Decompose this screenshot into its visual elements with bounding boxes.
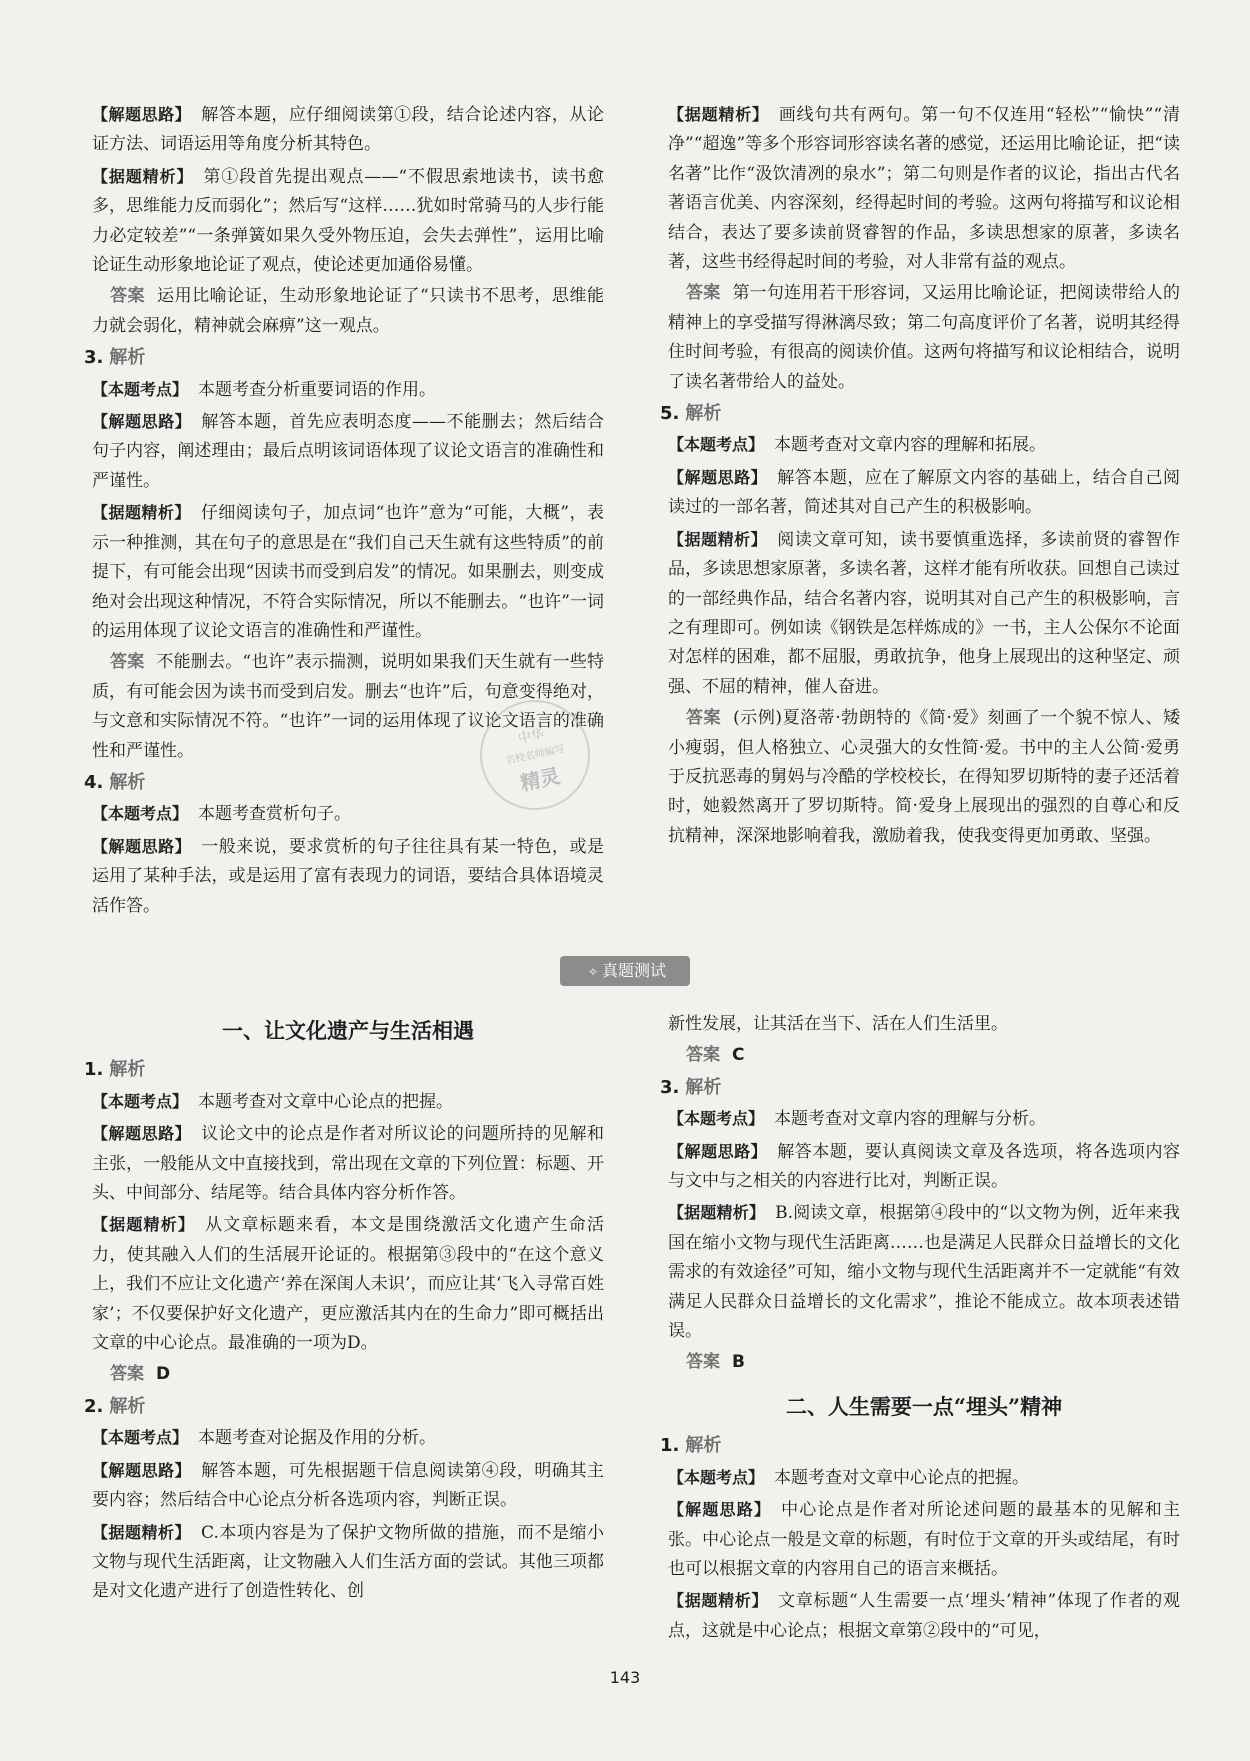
paragraph — [92, 1087, 604, 1117]
paragraph-text: 新性发展，让其活在当下、活在人们生活里。 — [668, 1014, 1008, 1034]
paragraph-text: 本题考查对文章中心论点的把握。 — [198, 1091, 454, 1112]
section-tag: 【据题精析】 — [668, 529, 768, 549]
question-number — [84, 343, 604, 372]
section-tag: 【据题精析】 — [668, 105, 769, 124]
section-tag: 【本题考点】 — [92, 1428, 189, 1448]
paragraph — [668, 1104, 1180, 1134]
section-tag: 【据题精析】 — [92, 503, 191, 523]
paragraph — [92, 1518, 604, 1607]
paragraph — [668, 1198, 1180, 1346]
answer — [92, 1360, 604, 1389]
paragraph — [668, 1586, 1180, 1646]
question-number — [660, 399, 1180, 428]
section-tag: 【本题考点】 — [92, 379, 189, 399]
paragraph-text: 阅读文章可知，读书要慎重选择，多读前贤的睿智作品，多读思想家原著，多读名著，这样才能有所收获。回想自己读过的一部经典作品，结合名著内容，说明其对自己产生的积极影响，言之有理即可。例如读《钢铁是怎样炼成的》一书，主人公保尔不论面对怎样的困难，都不屈服，勇敢抗争，他身上展现出的这种坚定、顽强、不屈的精神，催人奋进。 — [668, 529, 1180, 697]
paragraph-text: 解答本题，应在了解原文内容的基础上，结合自己阅读过的一部名著，简述其对自己产生的积极影响。 — [668, 467, 1180, 518]
question-label: 解析 — [685, 1076, 722, 1098]
section-title: 二、人生需要一点“埋头”精神 — [785, 1393, 1063, 1419]
paragraph-text: 文章标题“人生需要一点‘埋头’精神”体现了作者的观点，这就是中心论点；根据文章第②段中的“可见， — [668, 1591, 1180, 1641]
answer-tag: 答案 — [110, 1364, 144, 1385]
section-tag: 【据题精析】 — [668, 1203, 766, 1223]
paragraph — [668, 1010, 1180, 1039]
paragraph-text: 中心论点是作者对所论述问题的最基本的见解和主张。中心论点一般是文章的标题，有时位于文章的开头或结尾，有时也可以根据文章的内容用自己的语言来概括。 — [668, 1500, 1180, 1579]
question-index: 3. — [660, 1076, 680, 1098]
section-tag: 【据题精析】 — [92, 166, 194, 186]
section-tag: 【解题思路】 — [92, 105, 192, 124]
banner-label: 真题测试 — [602, 961, 667, 980]
answer — [668, 1041, 1180, 1070]
paragraph-text: 一般来说，要求赏析的句子往往具有某一特色，或是运用了某种手法，或是运用了富有表现力的词语，要结合具体语境灵活作答。 — [92, 836, 604, 916]
section-tag: 【解题思路】 — [92, 836, 192, 856]
question-label: 解析 — [109, 347, 146, 369]
answer-tag: 答案 — [686, 708, 722, 729]
answer-text: C — [732, 1045, 745, 1066]
answer — [668, 704, 1180, 851]
section-tag: 【本题考点】 — [668, 1467, 765, 1487]
paragraph-text: B.阅读文章，根据第④段中的“以文物为例，近年来我国在缩小文物与现代生活距离……也是满足人民群众日益增长的文化需求的有效途径”可知，缩小文物与现代生活距离并不一定就能“有效满足人民群众日益增长的文化需求”，推论不能成立。故本项表述错误。 — [668, 1203, 1180, 1342]
answer — [668, 1348, 1180, 1377]
paragraph — [668, 100, 1180, 277]
question-index: 1. — [660, 1435, 680, 1457]
answer-text: (示例)夏洛蒂·勃朗特的《简·爱》刻画了一个貌不惊人、矮小瘦弱，但人格独立、心灵强大的女性简·爱。书中的主人公简·爱勇于反抗恶毒的舅妈与冷酷的学校校长，在得知罗切斯特的妻子还活着时，她毅然离开了罗切斯特。简·爱身上展现出的强烈的自尊心和反抗精神，深深地影响着我，激励着我，使我变得更加勇敢、坚强。 — [668, 708, 1181, 846]
paragraph-text: 解答本题，首先应表明态度——不能删去；然后结合句子内容，阐述理由；最后点明该词语体现了议论文语言的准确性和严谨性。 — [92, 412, 604, 491]
section-tag: 【解题思路】 — [92, 1460, 192, 1480]
section-tag: 【据题精析】 — [92, 1215, 196, 1235]
answer-tag: 答案 — [686, 1045, 720, 1066]
question-label: 解析 — [109, 1059, 146, 1081]
paragraph — [668, 1495, 1180, 1584]
paragraph-text: 本题考查对文章内容的理解与分析。 — [774, 1109, 1047, 1130]
paragraph-text: 解答本题，应仔细阅读第①段，结合论述内容，从论证方法、词语运用等角度分析其特色。 — [92, 105, 604, 155]
answer-tag: 答案 — [686, 1352, 720, 1373]
paragraph — [668, 1137, 1180, 1197]
section-tag: 【解题思路】 — [92, 412, 192, 432]
answer-tag: 答案 — [686, 283, 721, 304]
answer-text: 不能删去。“也许”表示揣测，说明如果我们天生就有一些特质，有可能会因为读书而受到启发。删去“也许”后，句意变得绝对，与文意和实际情况不符。“也许”一词的运用体现了议论文语言的准确性和严谨性。 — [92, 652, 604, 761]
section-tag: 【解题思路】 — [92, 1124, 192, 1144]
paragraph — [92, 100, 604, 160]
paragraph-text: 第①段首先提出观点——“不假思索地读书，读书愈多，思维能力反而弱化”；然后写“这样……犹如时常骑马的人步行能力必定较差”“一条弹簧如果久受外物压迫，会失去弹性”，运用比喻论证生动形象地论证了观点，使论述更加通俗易懂。 — [92, 166, 604, 276]
question-index: 2. — [84, 1395, 104, 1417]
paragraph — [668, 430, 1180, 460]
section-tag: 【本题考点】 — [668, 1109, 765, 1129]
section-tag: 【据题精析】 — [668, 1591, 769, 1611]
answer — [668, 279, 1180, 397]
section-banner — [560, 956, 690, 986]
question-index: 3. — [84, 347, 104, 369]
answer-text: 第一句连用若干形容词，又运用比喻论证，把阅读带给人的精神上的享受描写得淋漓尽致；第二句高度评价了名著，说明其经得住时间考验，有很高的阅读价值。这两句将描写和议论相结合，说明了读名著带给人的益处。 — [668, 283, 1181, 392]
paragraph-text: 本题考查赏析句子。 — [198, 804, 352, 825]
paragraph-text: 本题考查对文章内容的理解和拓展。 — [774, 435, 1047, 456]
paragraph-text: 本题考查对论据及作用的分析。 — [198, 1428, 437, 1449]
paragraph-text: 解答本题，要认真阅读文章及各选项，将各选项内容与文中与之相关的内容进行比对，判断正误。 — [668, 1141, 1180, 1192]
paragraph-text: 解答本题，可先根据题干信息阅读第④段，明确其主要内容；然后结合中心论点分析各选项内容，判断正误。 — [92, 1460, 604, 1511]
answer-text: 运用比喻论证，生动形象地论证了“只读书不思考，思维能力就会弱化，精神就会麻痹”这一观点。 — [92, 286, 604, 336]
section-title: 一、让文化遗产与生活相遇 — [222, 1018, 474, 1043]
right-column-bottom — [660, 1010, 1180, 1648]
question-label: 解析 — [109, 771, 146, 793]
question-index: 4. — [84, 771, 104, 793]
answer-tag: 答案 — [110, 286, 146, 307]
stamp-text: 中华 — [516, 726, 546, 747]
paragraph — [668, 463, 1180, 523]
paragraph — [668, 1463, 1180, 1493]
paragraph-text: 本题考查对文章中心论点的把握。 — [774, 1467, 1030, 1488]
answer — [92, 282, 604, 341]
left-column-bottom — [84, 1010, 604, 1609]
sparkle-icon: ✧ — [587, 965, 599, 979]
question-number — [660, 1073, 1180, 1102]
section-tag: 【解题思路】 — [668, 1141, 768, 1161]
paragraph — [92, 1423, 604, 1453]
paragraph-text: 画线句共有两句。第一句不仅连用“轻松”“愉快”“清净”“超逸”等多个形容词形容读名著的感觉，还运用比喻论证，把“读名著”比作“汲饮清冽的泉水”；第二句则是作者的议论，指出古代名著语言优美、内容深刻，经得起时间的考验。这两句将描写和议论相结合，表达了要多读前贤睿智的作品，多读思想家的原著，多读名著，这些书经得起时间的考验，对人非常有益的观点。 — [668, 105, 1180, 273]
paragraph-text: 从文章标题来看，本文是围绕激活文化遗产生命活力，使其融入人们的生活展开论证的。根据第③段中的“在这个意义上，我们不应让文化遗产‘养在深闺人未识’，而应让其‘飞入寻常百姓家’；不仅要保护好文化遗产，更应激活其内在的生命力”即可概括出文章的中心论点。最准确的一项为D。 — [92, 1215, 604, 1354]
question-number — [84, 1392, 604, 1421]
section-tag: 【解题思路】 — [668, 1500, 772, 1520]
stamp-text: 名校名师编写 — [504, 743, 566, 768]
section-tag: 【据题精析】 — [92, 1522, 192, 1542]
question-label: 解析 — [685, 403, 722, 425]
paragraph — [92, 407, 604, 496]
paragraph — [92, 375, 604, 405]
answer-text: B — [732, 1352, 745, 1373]
right-column-top — [660, 100, 1181, 853]
paragraph — [92, 1456, 604, 1516]
answer-tag: 答案 — [110, 652, 145, 673]
section-tag: 【本题考点】 — [92, 1091, 189, 1111]
stamp-text: 精灵 — [518, 763, 563, 796]
answer-text: D — [156, 1364, 171, 1385]
paragraph — [92, 832, 604, 921]
section-tag: 【本题考点】 — [668, 435, 765, 455]
paragraph-text: 本题考查分析重要词语的作用。 — [198, 379, 437, 400]
paragraph — [92, 498, 604, 646]
question-number — [84, 1055, 604, 1084]
question-label: 解析 — [109, 1395, 146, 1417]
paragraph-text: C.本项内容是为了保护文物所做的措施，而不是缩小文物与现代生活距离，让文物融入人们生活方面的尝试。其他三项都是对文化遗产进行了创造性转化、创 — [92, 1522, 604, 1602]
paragraph — [668, 525, 1180, 702]
paragraph-text: 议论文中的论点是作者对所议论的问题所持的见解和主张，一般能从文中直接找到，常出现在文章的下列位置：标题、开头、中间部分、结尾等。结合具体内容分析作答。 — [92, 1124, 604, 1204]
page-number: 143 — [609, 1668, 641, 1687]
question-label: 解析 — [685, 1435, 722, 1457]
section-tag: 【解题思路】 — [668, 467, 768, 487]
question-number — [660, 1431, 1180, 1460]
question-index: 1. — [84, 1059, 104, 1081]
paragraph — [92, 1210, 604, 1358]
paragraph — [92, 1119, 604, 1208]
paragraph-text: 仔细阅读句子，加点词“也许”意为“可能，大概”，表示一种推测，其在句子的意思是在“我们自己天生就有这些特质”的前提下，有可能会出现“因读书而受到启发”的情况。如果删去，则变成绝对会出现这种情况，不符合实际情况，所以不能删去。“也许”一词的运用体现了议论文语言的准确性和严谨性。 — [92, 503, 604, 641]
paragraph — [92, 162, 604, 281]
question-index: 5. — [660, 403, 680, 425]
section-tag: 【本题考点】 — [92, 804, 189, 824]
